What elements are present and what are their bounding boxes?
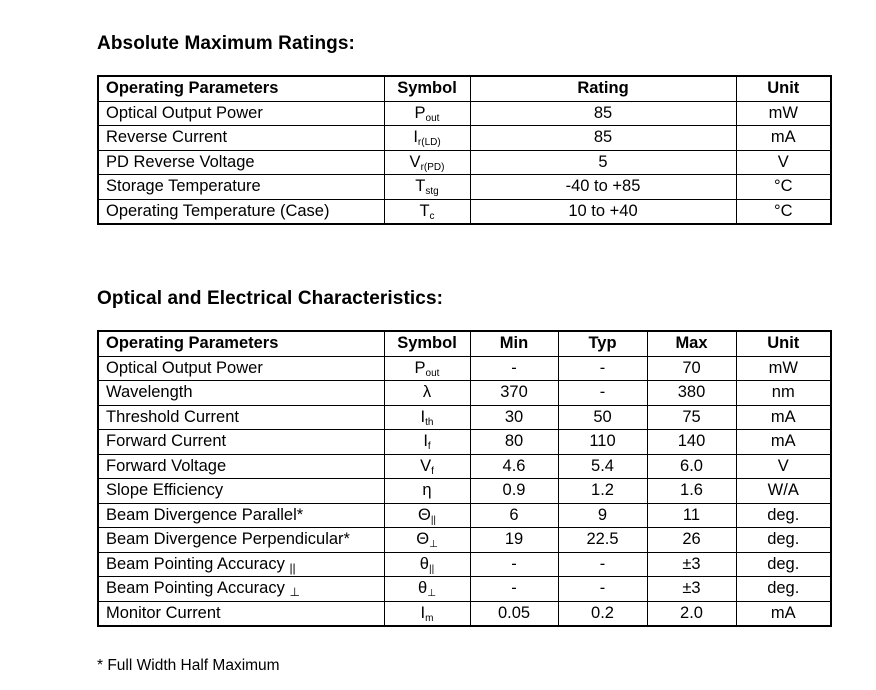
typ-cell: - [558, 381, 647, 406]
max-cell: 75 [647, 405, 736, 430]
column-header-symbol: Symbol [384, 331, 470, 356]
max-cell: 2.0 [647, 601, 736, 626]
unit-cell: W/A [736, 479, 831, 504]
symbol-cell [384, 356, 470, 381]
table-row [98, 381, 831, 406]
param-label: Slope Efficiency [106, 481, 224, 500]
param-cell [98, 503, 384, 528]
symbol-base: Θ [416, 530, 430, 549]
table-header-row [98, 76, 831, 101]
param-cell: Reverse Current [98, 126, 384, 151]
typ-cell: 110 [558, 430, 647, 455]
unit-cell: nm [736, 381, 831, 406]
symbol-cell [384, 175, 470, 200]
unit-cell: deg. [736, 503, 831, 528]
typ-cell: 5.4 [558, 454, 647, 479]
optical-electrical-characteristics-table [97, 330, 832, 627]
param-subscript: ⊥ [289, 585, 300, 600]
table-row [98, 454, 831, 479]
max-cell: 380 [647, 381, 736, 406]
min-cell: 80 [470, 430, 558, 455]
symbol-cell [384, 126, 470, 151]
table-row [98, 479, 831, 504]
symbol-base: Θ [417, 505, 431, 524]
max-cell: 70 [647, 356, 736, 381]
unit-cell: deg. [736, 528, 831, 553]
typ-cell: 1.2 [558, 479, 647, 504]
symbol-subscript: f [431, 465, 434, 477]
optical-electrical-characteristics-title: Optical and Electrical Characteristics: [97, 288, 444, 309]
symbol-base: η [422, 481, 432, 500]
column-header-max: Max [647, 331, 736, 356]
min-cell: 0.9 [470, 479, 558, 504]
symbol-base: T [415, 177, 426, 196]
param-cell [98, 454, 384, 479]
max-cell: 1.6 [647, 479, 736, 504]
symbol-cell [384, 381, 470, 406]
column-header-param: Operating Parameters [98, 76, 384, 101]
min-cell: - [470, 356, 558, 381]
table-row [98, 150, 831, 175]
rating-cell: 85 [470, 126, 736, 151]
symbol-subscript: out [425, 367, 440, 379]
symbol-base: I [413, 128, 418, 147]
symbol-cell [384, 479, 470, 504]
param-cell [98, 405, 384, 430]
column-header-unit: Unit [736, 76, 831, 101]
symbol-cell [384, 454, 470, 479]
typ-cell: - [558, 577, 647, 602]
symbol-base: I [423, 432, 428, 451]
param-cell [98, 430, 384, 455]
unit-cell: mA [736, 126, 831, 151]
unit-cell: mA [736, 601, 831, 626]
symbol-base: I [420, 603, 426, 622]
unit-cell: deg. [736, 577, 831, 602]
symbol-cell [384, 601, 470, 626]
symbol-subscript: th [425, 416, 434, 428]
typ-cell: 0.2 [558, 601, 647, 626]
rating-cell: 85 [470, 101, 736, 126]
param-cell [98, 577, 384, 602]
min-cell: - [470, 552, 558, 577]
symbol-subscript: r(PD) [420, 161, 445, 173]
param-cell [98, 479, 384, 504]
symbol-base: λ [422, 383, 432, 402]
min-cell: 30 [470, 405, 558, 430]
max-cell: ±3 [647, 577, 736, 602]
min-cell: 370 [470, 381, 558, 406]
param-label: Forward Voltage [106, 456, 227, 475]
param-cell [98, 528, 384, 553]
min-cell: 19 [470, 528, 558, 553]
symbol-cell [384, 101, 470, 126]
symbol-base: θ [418, 579, 428, 598]
param-label: Monitor Current [106, 603, 221, 622]
param-cell [98, 356, 384, 381]
symbol-cell [384, 199, 470, 224]
min-cell: 6 [470, 503, 558, 528]
param-cell [98, 381, 384, 406]
max-cell: 140 [647, 430, 736, 455]
param-label: Wavelength [106, 383, 193, 402]
rating-cell: -40 to +85 [470, 175, 736, 200]
max-cell: 26 [647, 528, 736, 553]
unit-cell: mW [736, 356, 831, 381]
column-header-unit: Unit [736, 331, 831, 356]
symbol-subscript: || [428, 563, 435, 575]
table-row [98, 126, 831, 151]
table-row [98, 175, 831, 200]
unit-cell: V [736, 454, 831, 479]
rating-cell: 5 [470, 150, 736, 175]
symbol-subscript: r(LD) [417, 137, 441, 149]
symbol-base: P [414, 358, 426, 377]
column-header-rating: Rating [470, 76, 736, 101]
param-label: Beam Pointing Accuracy [106, 579, 285, 598]
typ-cell: 50 [558, 405, 647, 430]
column-header-min: Min [470, 331, 558, 356]
absolute-maximum-ratings-title: Absolute Maximum Ratings: [97, 33, 355, 54]
symbol-subscript: ⊥ [429, 539, 438, 551]
table-header-row [98, 331, 831, 356]
symbol-subscript: m [425, 612, 434, 624]
symbol-cell [384, 405, 470, 430]
symbol-subscript: out [425, 112, 440, 124]
typ-cell: - [558, 552, 647, 577]
symbol-subscript: stg [425, 186, 439, 198]
table-row [98, 356, 831, 381]
unit-cell: deg. [736, 552, 831, 577]
max-cell: 6.0 [647, 454, 736, 479]
column-header-param: Operating Parameters [98, 331, 384, 356]
column-header-symbol: Symbol [384, 76, 470, 101]
max-cell: ±3 [647, 552, 736, 577]
param-cell: PD Reverse Voltage [98, 150, 384, 175]
typ-cell: 9 [558, 503, 647, 528]
symbol-base: θ [419, 554, 429, 573]
unit-cell: °C [736, 199, 831, 224]
rating-cell: 10 to +40 [470, 199, 736, 224]
symbol-cell [384, 552, 470, 577]
symbol-base: I [420, 407, 426, 426]
param-cell: Storage Temperature [98, 175, 384, 200]
param-label: Beam Divergence Perpendicular* [106, 530, 350, 549]
unit-cell: °C [736, 175, 831, 200]
param-cell [98, 601, 384, 626]
table-row [98, 430, 831, 455]
symbol-subscript: c [429, 210, 435, 222]
table-row [98, 577, 831, 602]
symbol-cell [384, 503, 470, 528]
symbol-cell [384, 430, 470, 455]
symbol-subscript: f [427, 441, 431, 453]
typ-cell: 22.5 [558, 528, 647, 553]
absolute-maximum-ratings-table [97, 75, 832, 225]
symbol-base: P [414, 103, 426, 122]
table-row [98, 101, 831, 126]
table-row [98, 552, 831, 577]
symbol-cell [384, 528, 470, 553]
symbol-subscript: || [430, 514, 437, 526]
min-cell: 4.6 [470, 454, 558, 479]
column-header-typ: Typ [558, 331, 647, 356]
param-label: Forward Current [106, 432, 227, 451]
unit-cell: V [736, 150, 831, 175]
symbol-base: T [419, 201, 430, 220]
table-row [98, 199, 831, 224]
max-cell: 11 [647, 503, 736, 528]
param-cell: Operating Temperature (Case) [98, 199, 384, 224]
param-subscript: || [289, 560, 296, 575]
table-row [98, 405, 831, 430]
table-row [98, 503, 831, 528]
footnote: * Full Width Half Maximum [97, 657, 280, 674]
unit-cell: mA [736, 405, 831, 430]
symbol-cell [384, 150, 470, 175]
min-cell: - [470, 577, 558, 602]
param-label: Beam Pointing Accuracy [106, 554, 285, 573]
symbol-subscript: ⊥ [427, 588, 436, 600]
param-label: Beam Divergence Parallel* [106, 505, 304, 524]
symbol-base: V [420, 456, 432, 475]
min-cell: 0.05 [470, 601, 558, 626]
param-label: Threshold Current [106, 407, 239, 426]
table-row [98, 528, 831, 553]
symbol-base: V [409, 152, 421, 171]
param-label: Optical Output Power [106, 358, 263, 377]
unit-cell: mA [736, 430, 831, 455]
param-cell [98, 552, 384, 577]
table-row [98, 601, 831, 626]
unit-cell: mW [736, 101, 831, 126]
typ-cell: - [558, 356, 647, 381]
symbol-cell [384, 577, 470, 602]
param-cell: Optical Output Power [98, 101, 384, 126]
